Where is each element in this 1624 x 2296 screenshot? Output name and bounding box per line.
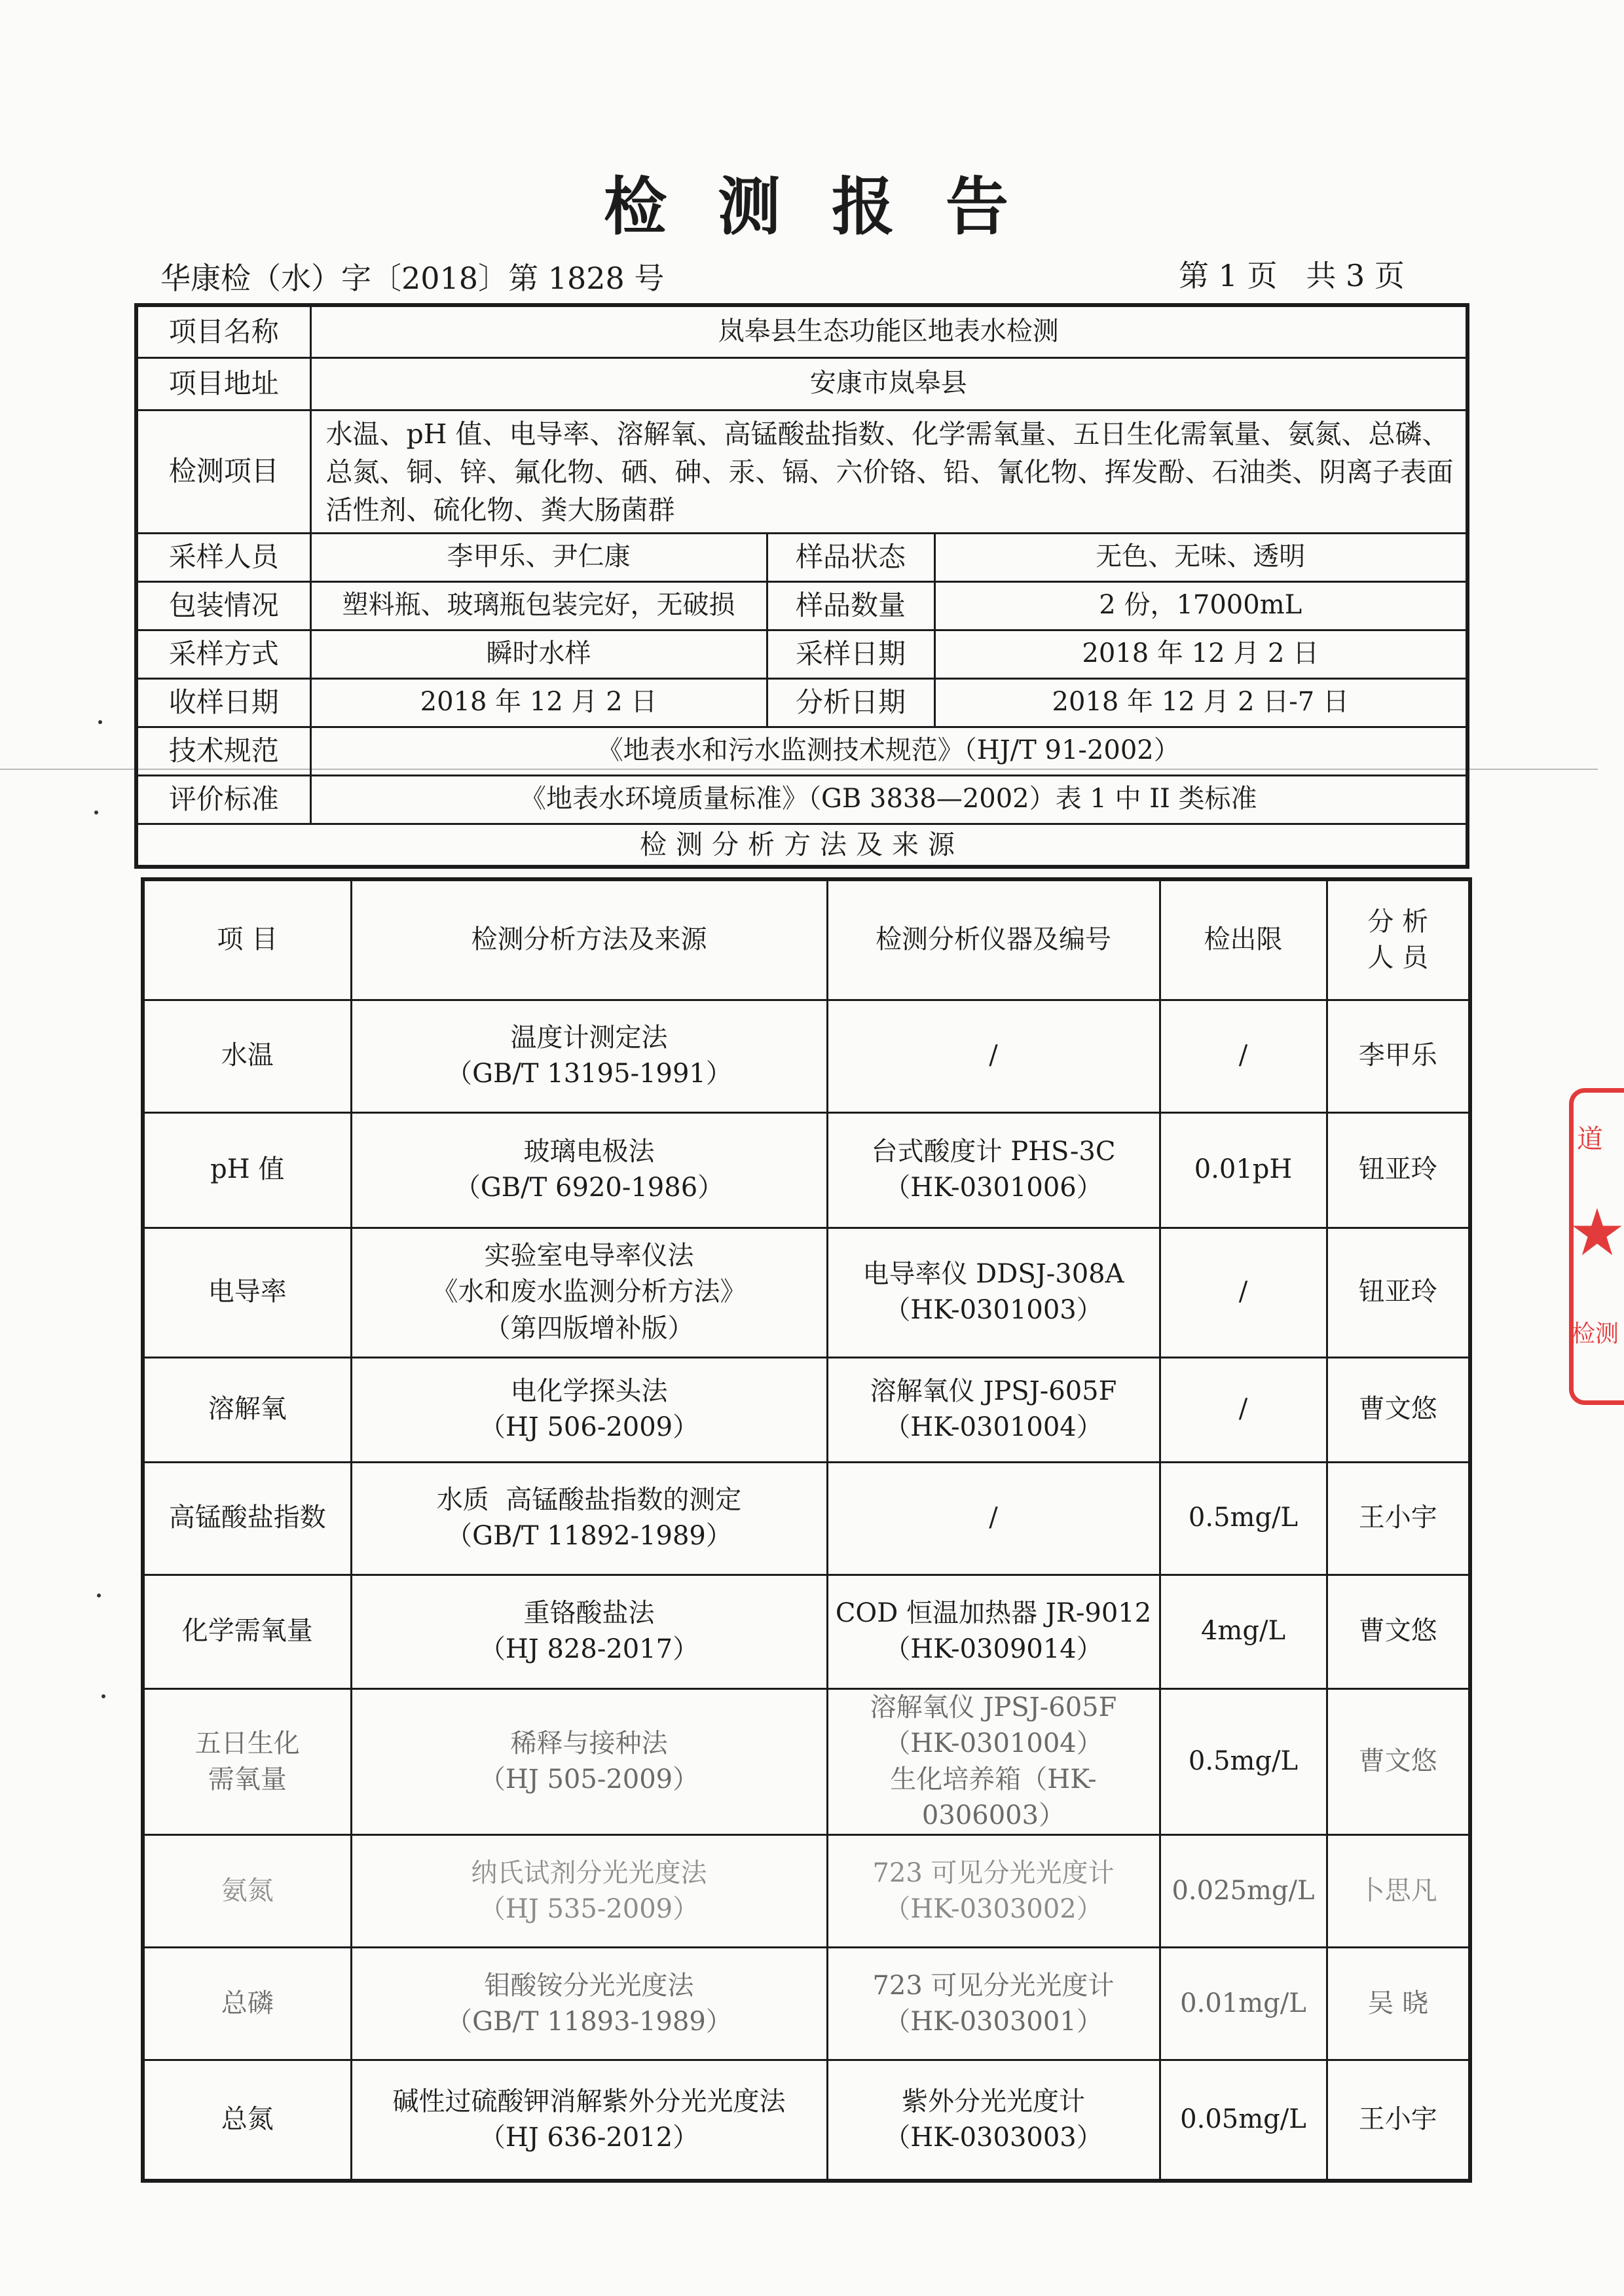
table-row xyxy=(143,1948,1470,2060)
row-analyst: 王小宇 xyxy=(1327,2060,1470,2181)
seal-text-top: 道 xyxy=(1577,1124,1603,1154)
method-line: （GB/T 13195-1991） xyxy=(446,1059,732,1089)
test-items-value: 水温、pH 值、电导率、溶解氧、高锰酸盐指数、化学需氧量、五日生化需氧量、氨氮、总磷、总氮、铜、锌、氟化物、硒、砷、汞、镉、六价铬、铅、氰化物、挥发酚、石油类、阴离子表面活性剂、硫化物、粪大肠菌群 xyxy=(310,410,1467,533)
row-method xyxy=(351,1112,827,1228)
report-title: 检测报告 xyxy=(604,170,1060,244)
table-row xyxy=(143,1575,1470,1688)
instrument-line: （HK-0303002） xyxy=(884,1893,1103,1924)
row-item: 总氮 xyxy=(143,2060,351,2181)
row-instrument xyxy=(827,1688,1160,1835)
instrument-line: 溶解氧仪 JPSJ-605F xyxy=(870,1376,1117,1406)
sample-state-value: 无色、无味、透明 xyxy=(934,533,1467,581)
method-line: （HJ 535-2009） xyxy=(479,1893,699,1924)
row-receive-date xyxy=(136,678,1467,727)
row-limit: / xyxy=(1160,1357,1327,1462)
row-item: pH 值 xyxy=(143,1112,351,1228)
row-item: 五日生化 需氧量 xyxy=(143,1688,351,1835)
header-instrument: 检测分析仪器及编号 xyxy=(827,879,1160,1000)
sample-qty-label: 样品数量 xyxy=(767,581,934,630)
receive-date-value: 2018 年 12 月 2 日 xyxy=(310,678,767,727)
eval-std-value: 《地表水环境质量标准》（GB 3838—2002）表 1 中 II 类标准 xyxy=(310,775,1467,824)
row-sampling-method xyxy=(136,630,1467,678)
table-row xyxy=(143,2060,1470,2181)
method-table xyxy=(141,877,1472,2183)
instrument-line: 溶解氧仪 JPSJ-605F xyxy=(870,1692,1117,1722)
header-analyst-line-2: 人 员 xyxy=(1367,942,1429,973)
row-item: 水温 xyxy=(143,1000,351,1112)
row-analyst: 曹文悠 xyxy=(1327,1575,1470,1688)
row-limit: 0.025mg/L xyxy=(1160,1835,1327,1948)
row-method xyxy=(351,1228,827,1357)
instrument-line: （HK-0303001） xyxy=(884,2006,1103,2037)
method-header-row xyxy=(143,879,1470,1000)
row-analyst: 王小宇 xyxy=(1327,1462,1470,1575)
method-line: （HJ 636-2012） xyxy=(479,2123,699,2153)
row-limit: 0.01mg/L xyxy=(1160,1948,1327,2060)
seal-text-bottom: 检测 xyxy=(1572,1321,1619,1347)
sampling-method-label: 采样方式 xyxy=(136,630,310,678)
method-line: 玻璃电极法 xyxy=(523,1136,655,1167)
row-instrument xyxy=(827,1575,1160,1688)
instrument-line: / xyxy=(989,1040,998,1071)
scan-speck xyxy=(94,811,98,814)
method-line: 纳氏试剂分光光度法 xyxy=(471,1857,707,1888)
page-info: 第 1 页 共 3 页 xyxy=(1179,258,1405,293)
instrument-line: COD 恒温加热器 JR-9012 xyxy=(835,1597,1152,1628)
seal-star-icon xyxy=(1570,1206,1624,1258)
row-method xyxy=(351,1688,827,1835)
instrument-line: （HK-0301004） xyxy=(884,1412,1103,1442)
row-analyst: 曹文悠 xyxy=(1327,1357,1470,1462)
row-tech-spec xyxy=(136,727,1467,775)
row-analyst: 曹文悠 xyxy=(1327,1688,1470,1835)
table-row xyxy=(143,1000,1470,1112)
row-limit: / xyxy=(1160,1228,1327,1357)
row-eval-std xyxy=(136,775,1467,824)
tech-spec-value: 《地表水和污水监测技术规范》（HJ/T 91-2002） xyxy=(310,727,1467,775)
eval-std-label: 评价标准 xyxy=(136,775,310,824)
row-analyst: 钮亚玲 xyxy=(1327,1112,1470,1228)
row-project-address xyxy=(136,357,1467,410)
row-item: 溶解氧 xyxy=(143,1357,351,1462)
project-info-table xyxy=(134,303,1469,869)
row-instrument xyxy=(827,1357,1160,1462)
instrument-line: 723 可见分光光度计 xyxy=(872,1970,1115,2001)
method-line: 电化学探头法 xyxy=(510,1376,668,1406)
method-line: （第四版增补版） xyxy=(484,1313,694,1343)
method-line: （HJ 828-2017） xyxy=(479,1634,699,1664)
method-line: 重铬酸盐法 xyxy=(523,1597,655,1628)
table-row xyxy=(143,1462,1470,1575)
method-line: 《水和废水监测分析方法》 xyxy=(432,1277,747,1307)
method-line: （GB/T 11893-1989） xyxy=(446,2006,732,2037)
method-line: 稀释与接种法 xyxy=(510,1728,668,1758)
row-item: 氨氮 xyxy=(143,1835,351,1948)
sample-qty-value: 2 份，17000mL xyxy=(934,581,1467,630)
row-limit: / xyxy=(1160,1000,1327,1112)
row-analyst: 吴 晓 xyxy=(1327,1948,1470,2060)
instrument-line: 生化培养箱（HK-0306003） xyxy=(890,1764,1097,1831)
instrument-line: （HK-0301006） xyxy=(884,1173,1103,1203)
row-method xyxy=(351,1000,827,1112)
row-instrument xyxy=(827,1000,1160,1112)
packaging-value: 塑料瓶、玻璃瓶包装完好，无破损 xyxy=(310,581,767,630)
header-item: 项 目 xyxy=(143,879,351,1000)
sampling-method-value: 瞬时水样 xyxy=(310,630,767,678)
instrument-line: 台式酸度计 PHS-3C xyxy=(871,1136,1116,1167)
method-line: （GB/T 6920-1986） xyxy=(454,1173,724,1203)
analysis-date-label: 分析日期 xyxy=(767,678,934,727)
row-packaging xyxy=(136,581,1467,630)
row-instrument xyxy=(827,1112,1160,1228)
test-items-label: 检测项目 xyxy=(136,410,310,533)
scan-speck xyxy=(98,720,102,724)
row-limit: 0.05mg/L xyxy=(1160,2060,1327,2181)
project-name-label: 项目名称 xyxy=(136,305,310,357)
header-limit: 检出限 xyxy=(1160,879,1327,1000)
analysis-date-value: 2018 年 12 月 2 日-7 日 xyxy=(934,678,1467,727)
row-item: 总磷 xyxy=(143,1948,351,2060)
header-analyst-line-1: 分 析 xyxy=(1367,906,1429,937)
table-row xyxy=(143,1228,1470,1357)
row-method xyxy=(351,1575,827,1688)
method-line: （GB/T 11892-1989） xyxy=(446,1521,732,1551)
project-address-label: 项目地址 xyxy=(136,357,310,410)
project-name-value: 岚皋县生态功能区地表水检测 xyxy=(310,305,1467,357)
method-line: 温度计测定法 xyxy=(510,1022,668,1053)
method-line: 钼酸铵分光光度法 xyxy=(484,1970,694,2001)
row-method xyxy=(351,1948,827,2060)
row-section-title xyxy=(136,824,1467,867)
instrument-line: / xyxy=(989,1503,998,1533)
row-instrument xyxy=(827,1948,1160,2060)
header-method: 检测分析方法及来源 xyxy=(351,879,827,1000)
instrument-line: 电导率仪 DDSJ-308A xyxy=(862,1258,1124,1289)
row-sampler xyxy=(136,533,1467,581)
method-line: 水质 高锰酸盐指数的测定 xyxy=(436,1484,742,1515)
instrument-line: （HK-0301004） xyxy=(884,1728,1103,1758)
row-instrument xyxy=(827,1228,1160,1357)
document-number: 华康检（水）字〔2018〕第 1828 号 xyxy=(160,261,665,296)
method-section-title: 检测分析方法及来源 xyxy=(136,824,1467,867)
method-line: （HJ 506-2009） xyxy=(479,1412,699,1442)
table-row xyxy=(143,1688,1470,1835)
project-address-value: 安康市岚皋县 xyxy=(310,357,1467,410)
row-method xyxy=(351,2060,827,2181)
table-row xyxy=(143,1357,1470,1462)
row-project-name xyxy=(136,305,1467,357)
method-line: 碱性过硫酸钾消解紫外分光光度法 xyxy=(392,2086,786,2117)
instrument-line: 紫外分光光度计 xyxy=(902,2086,1085,2117)
method-line: 实验室电导率仪法 xyxy=(484,1241,694,1271)
row-item: 电导率 xyxy=(143,1228,351,1357)
row-limit: 4mg/L xyxy=(1160,1575,1327,1688)
sampling-date-label: 采样日期 xyxy=(767,630,934,678)
row-analyst: 卜思凡 xyxy=(1327,1835,1470,1948)
table-row xyxy=(143,1835,1470,1948)
row-limit: 0.5mg/L xyxy=(1160,1688,1327,1835)
table-row xyxy=(143,1112,1470,1228)
sampler-value: 李甲乐、尹仁康 xyxy=(310,533,767,581)
scan-speck xyxy=(101,1694,105,1698)
sampling-date-value: 2018 年 12 月 2 日 xyxy=(934,630,1467,678)
row-test-items xyxy=(136,410,1467,533)
row-item: 化学需氧量 xyxy=(143,1575,351,1688)
scan-speck xyxy=(97,1594,101,1597)
row-instrument xyxy=(827,1835,1160,1948)
packaging-label: 包装情况 xyxy=(136,581,310,630)
instrument-line: （HK-0309014） xyxy=(884,1634,1103,1664)
row-instrument xyxy=(827,1462,1160,1575)
row-analyst: 钮亚玲 xyxy=(1327,1228,1470,1357)
instrument-line: （HK-0303003） xyxy=(884,2123,1103,2153)
row-method xyxy=(351,1357,827,1462)
row-method xyxy=(351,1835,827,1948)
row-limit: 0.01pH xyxy=(1160,1112,1327,1228)
sample-state-label: 样品状态 xyxy=(767,533,934,581)
instrument-line: 723 可见分光光度计 xyxy=(872,1857,1115,1888)
row-method xyxy=(351,1462,827,1575)
header-analyst xyxy=(1327,879,1470,1000)
sampler-label: 采样人员 xyxy=(136,533,310,581)
tech-spec-label: 技术规范 xyxy=(136,727,310,775)
row-instrument xyxy=(827,2060,1160,2181)
instrument-line: （HK-0301003） xyxy=(884,1295,1103,1325)
row-analyst: 李甲乐 xyxy=(1327,1000,1470,1112)
row-item: 高锰酸盐指数 xyxy=(143,1462,351,1575)
receive-date-label: 收样日期 xyxy=(136,678,310,727)
row-limit: 0.5mg/L xyxy=(1160,1462,1327,1575)
method-line: （HJ 505-2009） xyxy=(479,1764,699,1795)
